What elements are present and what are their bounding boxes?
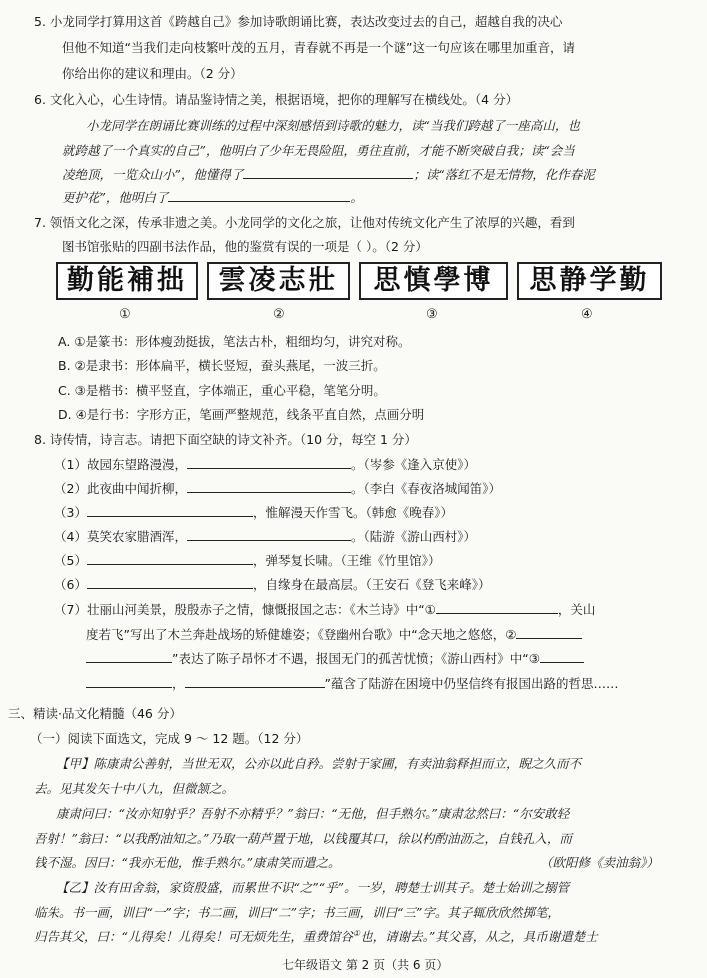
q8-item-3-text: ，惟解漫天作雪飞。（韩愈《晚春》） bbox=[252, 505, 453, 520]
q8-item-1-source: 。（岑参《逢入京使》） bbox=[350, 457, 476, 472]
footnote-marker: ① bbox=[352, 929, 361, 938]
q5-line-3: 你给出你的建议和理由。（2 分） bbox=[62, 66, 243, 81]
q6-prompt: 6. 文化入心，心生诗情。请品鉴诗情之美，根据语境，把你的理解写在横线处。（4 分） bbox=[34, 92, 519, 107]
q7-line-1: 7. 领悟文化之深，传承非遗之美。小龙同学的文化之旅，让他对传统文化产生了浓厚的兴趣，看到 bbox=[34, 215, 575, 230]
q8-item-4-text: （4）莫笑农家腊酒浑， bbox=[54, 529, 187, 544]
calligraphy-work-3: 思慎學博 bbox=[359, 262, 508, 300]
q8-item-7-text-d: ”表达了陈子昂怀才不遇，报国无门的孤苦忧愤；《游山西村》中“③ bbox=[172, 651, 540, 666]
q8-item-5-text: ，弹琴复长啸。（王维《竹里馆》） bbox=[252, 553, 441, 568]
q8-item-4-source: 。（陆游《游山西村》） bbox=[350, 529, 476, 544]
passage-yi-line-3-text-b: 也，请谢去。”其父喜，从之，具币谢遣楚士 bbox=[360, 929, 598, 945]
q8-item-7-text-a: （7）壮丽山河美景，殷殷赤子之情，慷慨报国之志：《木兰诗》中“① bbox=[54, 602, 436, 617]
q7-option-a[interactable]: A. ①是篆书：形体瘦劲挺拔，笔法古朴，粗细均匀，讲究对称。 bbox=[58, 334, 411, 349]
q5-line-1: 5. 小龙同学打算用这首《跨越自己》参加诗歌朗诵比赛，表达改变过去的自己，超越自我的决心 bbox=[34, 14, 563, 29]
q8-item-6-label: （6） bbox=[54, 577, 87, 592]
q8-item-7-comma: ， bbox=[172, 676, 185, 691]
q6-para-line-4-end: 。 bbox=[350, 190, 363, 205]
q7-option-d[interactable]: D. ④是行书：字形方正，笔画严整规范，线条平直自然，点画分明 bbox=[58, 407, 425, 422]
q8-item-7-line-1 bbox=[54, 602, 595, 617]
q7-option-c[interactable]: C. ③是楷书：横平竖直，字体端正，重心平稳，笔笔分明。 bbox=[58, 383, 386, 398]
q8-blank-2[interactable] bbox=[187, 481, 351, 493]
q8-item-7-line-3 bbox=[86, 651, 584, 666]
q8-blank-6[interactable] bbox=[87, 577, 253, 589]
q8-item-5 bbox=[54, 553, 440, 568]
q8-item-3-label: （3） bbox=[54, 505, 87, 520]
calligraphy-work-1: 勤能補拙 bbox=[56, 262, 198, 300]
q8-item-7-text-c: 度若飞”写出了木兰奔赴战场的矫健雄姿；《登幽州台歌》中“念天地之悠悠，② bbox=[86, 627, 517, 642]
q8-item-2-source: 。（李白《春夜洛城闻笛》） bbox=[350, 481, 501, 496]
passage-yi-line-3 bbox=[34, 929, 598, 944]
q8-blank-7-1[interactable] bbox=[436, 602, 558, 614]
q6-para-line-4 bbox=[62, 190, 363, 205]
section-3-title: 三、精读·品文化精髓（46 分） bbox=[8, 706, 182, 721]
q8-item-6-text: ，自缘身在最高层。（王安石《登飞来峰》） bbox=[252, 577, 491, 592]
q6-para-line-3 bbox=[62, 167, 595, 182]
passage-jia-line-4: 吾射！”翁曰：“以我酌油知之。”乃取一葫芦置于地，以钱覆其口，徐以杓酌油沥之，自钱孔入，而 bbox=[34, 831, 572, 846]
q8-item-4 bbox=[54, 529, 476, 544]
q8-item-1 bbox=[54, 457, 476, 472]
passage-jia-line-3: 康肃问曰：“汝亦知射乎？吾射不亦精乎？”翁曰：“无他，但手熟尔。”康肃忿然曰：“尔安敢轻 bbox=[56, 806, 570, 821]
q8-item-5-label: （5） bbox=[54, 553, 87, 568]
passage-yi-line-2: 临朱。书一画，训曰“一”字；书二画，训曰“二”字；书三画，训曰“三”字。其子辄欣欣然掷笔， bbox=[34, 905, 560, 920]
calligraphy-label-3: ③ bbox=[426, 307, 438, 322]
calligraphy-label-4: ④ bbox=[581, 307, 593, 322]
q8-blank-5[interactable] bbox=[87, 553, 253, 565]
q8-blank-1[interactable] bbox=[187, 457, 351, 469]
q8-item-3 bbox=[54, 505, 453, 520]
q8-item-7-text-f: ”蕴含了陆游在困境中仍坚信终有报国出路的哲思…… bbox=[324, 676, 619, 691]
q6-answer-blank-1[interactable] bbox=[243, 167, 413, 179]
q6-para-line-3-text-b: ；读“落红不是无情物，化作春泥 bbox=[413, 167, 595, 182]
q8-item-6 bbox=[54, 577, 490, 592]
q8-item-7-text-b: ，关山 bbox=[557, 602, 596, 617]
q8-blank-7-5[interactable] bbox=[86, 676, 172, 688]
q8-item-2 bbox=[54, 481, 501, 496]
q6-para-line-3-text-a: 凌绝顶，一览众山小”，他懂得了 bbox=[62, 167, 244, 182]
passage-jia-source: （欧阳修《卖油翁》） bbox=[540, 855, 659, 870]
page-footer: 七年级语文 第 2 页（共 6 页） bbox=[282, 958, 449, 972]
q6-answer-blank-2[interactable] bbox=[168, 190, 350, 202]
calligraphy-label-2: ② bbox=[273, 307, 285, 322]
reading-1-intro: （一）阅读下面选文，完成 9 ～ 12 题。（12 分） bbox=[30, 731, 309, 746]
q8-item-7-line-4 bbox=[86, 676, 619, 691]
q8-prompt: 8. 诗传情，诗言志。请把下面空缺的诗文补齐。（10 分，每空 1 分） bbox=[34, 432, 417, 447]
q8-blank-7-3[interactable] bbox=[86, 651, 172, 663]
q8-blank-3[interactable] bbox=[87, 505, 253, 517]
q8-item-2-text: （2）此夜曲中闻折柳， bbox=[54, 481, 187, 496]
passage-yi-line-1: 【乙】汝有田舍翁，家资殷盛，而累世不识“之”“乎”。一岁，聘楚士训其子。楚士始训之搦管 bbox=[56, 880, 570, 895]
q8-blank-7-2[interactable] bbox=[516, 627, 582, 639]
passage-jia-line-5: 钱不湿。因曰：“我亦无他，惟手熟尔。”康肃笑而遣之。 bbox=[34, 855, 341, 870]
q8-item-1-text: （1）故园东望路漫漫， bbox=[54, 457, 187, 472]
calligraphy-work-2: 雲凌志壯 bbox=[207, 262, 350, 300]
q8-blank-4[interactable] bbox=[187, 529, 351, 541]
q8-item-7-line-2 bbox=[86, 627, 582, 642]
q7-option-b[interactable]: B. ②是隶书：形体扁平，横长竖短，蚕头燕尾，一波三折。 bbox=[58, 358, 386, 373]
q6-para-line-2: 就跨越了一个真实的自己”，他明白了少年无畏险阻，勇往直前，才能不断突破自我；读“会当 bbox=[62, 143, 575, 158]
calligraphy-work-4: 思静学勤 bbox=[517, 262, 662, 300]
passage-yi-line-3-text-a: 归告其父，曰：“儿得矣！儿得矣！可无烦先生，重费馆谷 bbox=[34, 929, 353, 945]
q8-blank-7-4[interactable] bbox=[540, 651, 584, 663]
q8-blank-7-6[interactable] bbox=[185, 676, 325, 688]
q5-line-2: 但他不知道“当我们走向枝繁叶茂的五月，青春就不再是一个谜”这一句应该在哪里加重音，请 bbox=[62, 40, 575, 55]
q6-para-line-4-text: 更护花”，他明白了 bbox=[62, 190, 169, 205]
q6-para-line-1: 小龙同学在朗诵比赛训练的过程中深刻感悟到诗歌的魅力，读“当我们跨越了一座高山，也 bbox=[86, 118, 580, 133]
calligraphy-label-1: ① bbox=[119, 307, 131, 322]
passage-jia-line-2: 去。见其发矢十中八九，但微颔之。 bbox=[34, 781, 235, 796]
q7-line-2: 图书馆张贴的四副书法作品，他的鉴赏有误的一项是（ ）。（2 分） bbox=[62, 239, 428, 254]
passage-jia-line-1: 【甲】陈康肃公善射，当世无双，公亦以此自矜。尝射于家圃，有卖油翁释担而立，睨之久而不 bbox=[56, 756, 582, 771]
